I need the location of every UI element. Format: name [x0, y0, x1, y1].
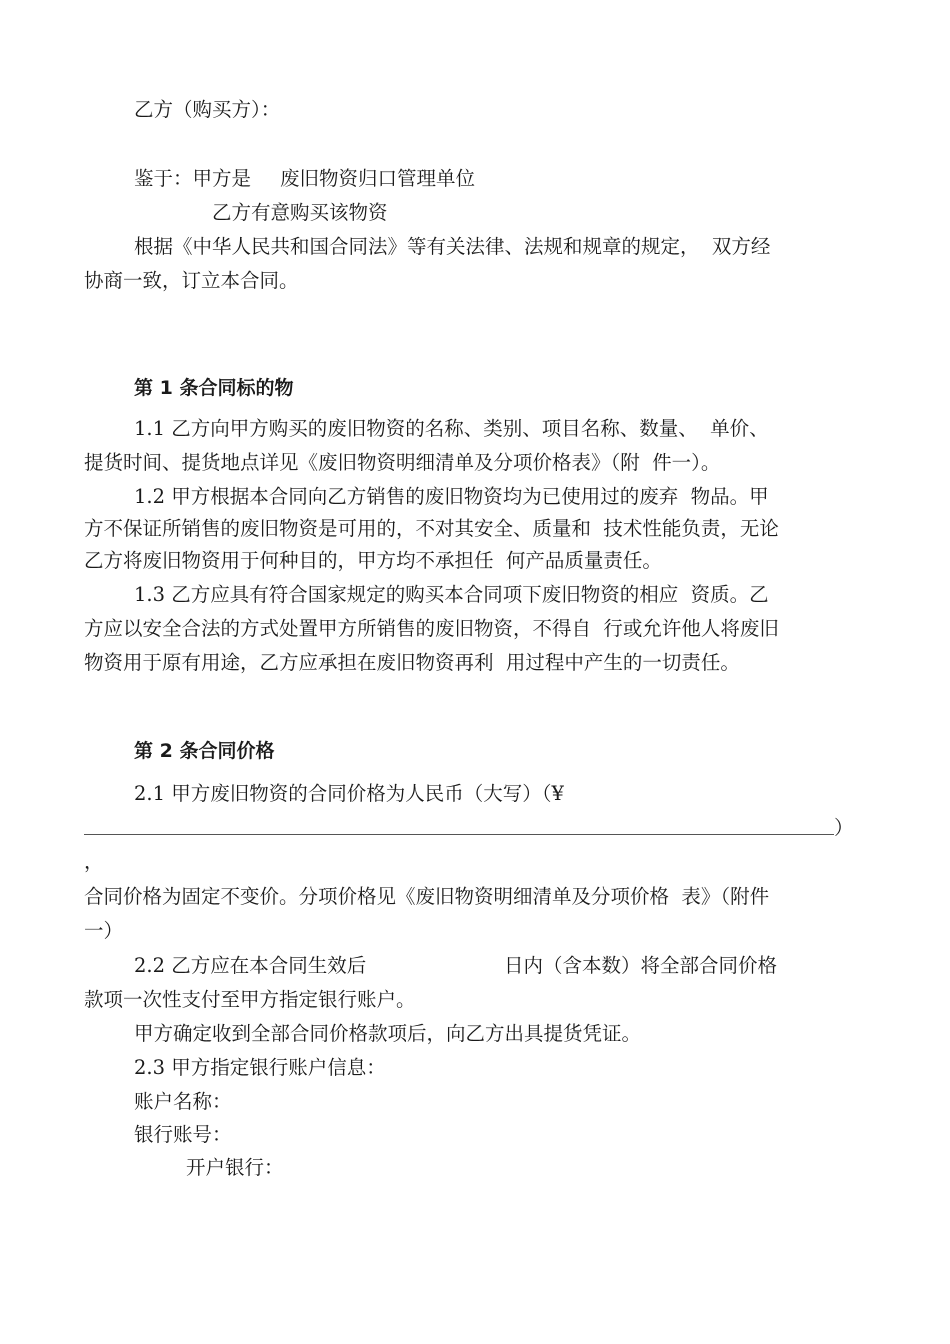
clause-2-2-line-1b: 日内（含本数）将全部合同价格: [504, 954, 778, 977]
clause-1-1-line-2: 提货时间、提货地点详见《废旧物资明细清单及分项价格表》（附 件一）。: [84, 451, 721, 474]
clause-1-3-line-3: 物资用于原有用途，乙方应承担在废旧物资再利 用过程中产生的一切责任。: [84, 651, 740, 674]
article-1-heading: 第 1 条合同标的物: [134, 377, 294, 399]
clause-2-3-line-1: 2.3 甲方指定银行账户信息：: [134, 1056, 386, 1079]
legal-basis-line-1: 根据《中华人民共和国合同法》等有关法律、法规和规章的规定， 双方经: [134, 235, 771, 258]
clause-1-1-line-1: 1.1 乙方向甲方购买的废旧物资的名称、类别、项目名称、数量、 单价、: [134, 417, 769, 440]
clause-2-1-line-1: 2.1 甲方废旧物资的合同价格为人民币（大写）（¥: [134, 782, 564, 805]
bank-name-label: 开户银行：: [186, 1156, 284, 1179]
clause-1-3-line-2: 方应以安全合法的方式处置甲方所销售的废旧物资，不得自 行或允许他人将废旧: [84, 617, 779, 640]
clause-2-2-line-2: 款项一次性支付至甲方指定银行账户。: [84, 988, 416, 1011]
article-2-heading: 第 2 条合同价格: [134, 740, 275, 762]
clause-2-1-line-4: 一）: [84, 919, 124, 942]
clause-1-2-line-2: 方不保证所销售的废旧物资是可用的，不对其安全、质量和 技术性能负责，无论: [84, 517, 779, 540]
clause-1-3-line-1: 1.3 乙方应具有符合国家规定的购买本合同项下废旧物资的相应 资质。乙: [134, 583, 769, 606]
price-blank-underline: [84, 834, 834, 835]
clause-1-2-line-3: 乙方将废旧物资用于何种目的，甲方均不承担任 何产品质量责任。: [84, 549, 662, 572]
whereas-prefix: 鉴于：甲方是: [134, 167, 252, 190]
account-name-label: 账户名称：: [134, 1090, 232, 1113]
party-b-label: 乙方（购买方）：: [134, 98, 281, 121]
clause-2-2-line-1a: 2.2 乙方应在本合同生效后: [134, 954, 367, 977]
clause-2-2-line-3: 甲方确定收到全部合同价格款项后，向乙方出具提货凭证。: [134, 1022, 642, 1045]
price-close-paren: ）: [834, 816, 854, 839]
clause-2-1-line-3: 合同价格为固定不变价。分项价格见《废旧物资明细清单及分项价格 表》（附件: [84, 885, 770, 908]
legal-basis-line-2: 协商一致，订立本合同。: [84, 269, 299, 292]
party-b-intent: 乙方有意购买该物资: [212, 201, 388, 224]
price-comma: ，: [84, 850, 104, 873]
account-number-label: 银行账号：: [134, 1123, 232, 1146]
party-a-role: 废旧物资归口管理单位: [280, 167, 476, 190]
clause-1-2-line-1: 1.2 甲方根据本合同向乙方销售的废旧物资均为已使用过的废弃 物品。甲: [134, 485, 769, 508]
